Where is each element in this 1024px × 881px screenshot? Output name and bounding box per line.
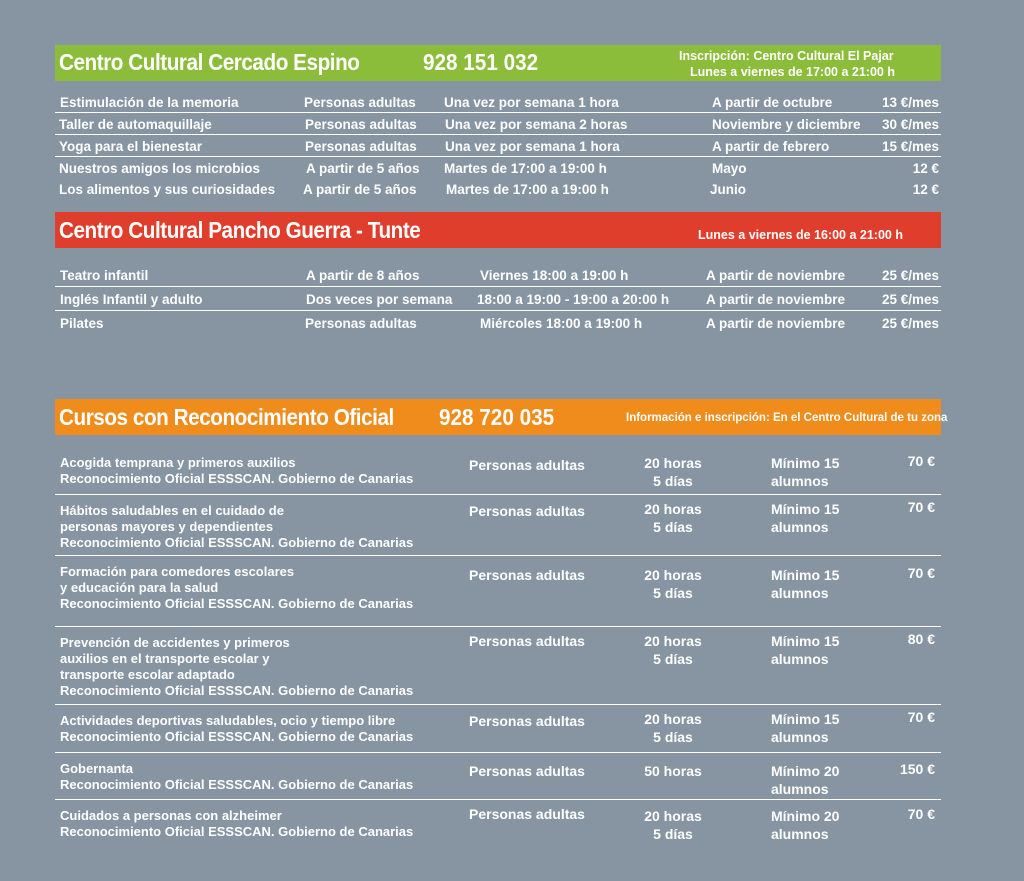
duration-hours: 20 horas xyxy=(644,711,702,727)
activity-name: Taller de automaquillaje xyxy=(59,117,212,132)
price: 12 € xyxy=(912,182,939,197)
start-date: A partir de noviembre xyxy=(706,268,846,283)
section-note-line-1: Inscripción: Centro Cultural El Pajar xyxy=(679,49,894,63)
duration-days: 5 días xyxy=(653,519,693,535)
course-name-line: Reconocimiento Oficial ESSSCAN. Gobierno de Canarias xyxy=(60,729,414,744)
audience: Personas adultas xyxy=(469,503,585,519)
course-row xyxy=(55,800,941,846)
audience: A partir de 8 años xyxy=(306,268,420,283)
audience: Personas adultas xyxy=(304,95,416,110)
course-name-line: Hábitos saludables en el cuidado de xyxy=(60,503,284,518)
minimum-students-unit: alumnos xyxy=(771,729,829,745)
price: 12 € xyxy=(912,161,939,176)
start-date: A partir de febrero xyxy=(712,139,830,154)
section-title: Centro Cultural Pancho Guerra - Tunte xyxy=(59,217,421,243)
minimum-students-unit: alumnos xyxy=(771,781,829,797)
start-date: A partir de noviembre xyxy=(706,292,846,307)
course-name-line: Reconocimiento Oficial ESSSCAN. Gobierno de Canarias xyxy=(60,683,414,698)
course-name-line: Cuidados a personas con alzheimer xyxy=(60,808,282,823)
section-note: Información e inscripción: En el Centro Cultural de tu zona xyxy=(626,412,948,424)
course-name-line: transporte escolar adaptado xyxy=(60,667,235,682)
activity-name: Inglés Infantil y adulto xyxy=(60,292,203,307)
duration-hours: 50 horas xyxy=(644,763,702,779)
activity-name: Nuestros amigos los microbios xyxy=(59,161,261,176)
activity-name: Teatro infantil xyxy=(60,268,149,283)
minimum-students-unit: alumnos xyxy=(771,651,829,667)
activity-name: Yoga para el bienestar xyxy=(59,139,203,154)
price: 70 € xyxy=(907,499,935,515)
schedule: Martes de 17:00 a 19:00 h xyxy=(444,161,607,176)
minimum-students-unit: alumnos xyxy=(771,826,829,842)
duration-days: 5 días xyxy=(653,826,693,842)
audience: Personas adultas xyxy=(469,806,585,822)
audience: Personas adultas xyxy=(469,633,585,649)
price: 25 €/mes xyxy=(881,268,939,283)
start-date: Junio xyxy=(710,182,746,197)
schedule: Miércoles 18:00 a 19:00 h xyxy=(480,316,643,331)
section-phone: 928 720 035 xyxy=(439,404,555,430)
duration-days: 5 días xyxy=(653,585,693,601)
start-date: Noviembre y diciembre xyxy=(712,117,861,132)
schedule: 18:00 a 19:00 - 19:00 a 20:00 h xyxy=(477,292,670,307)
audience: Personas adultas xyxy=(305,139,417,154)
activity-name: Pilates xyxy=(60,316,104,331)
duration-hours: 20 horas xyxy=(644,633,702,649)
section-phone: 928 151 032 xyxy=(423,49,539,75)
section-note: Lunes a viernes de 16:00 a 21:00 h xyxy=(698,228,903,242)
course-name-line: Gobernanta xyxy=(60,761,133,776)
price: 15 €/mes xyxy=(881,139,939,154)
start-date: A partir de octubre xyxy=(712,95,833,110)
minimum-students-unit: alumnos xyxy=(771,519,829,535)
schedule: Viernes 18:00 a 19:00 h xyxy=(480,268,629,283)
course-name-line: Reconocimiento Oficial ESSSCAN. Gobierno de Canarias xyxy=(60,535,414,550)
table-row xyxy=(55,113,941,135)
course-name-line: Formación para comedores escolares xyxy=(60,564,295,579)
minimum-students: Mínimo 15 xyxy=(771,567,840,583)
table-row xyxy=(55,288,941,311)
table-row xyxy=(55,312,941,335)
minimum-students: Mínimo 15 xyxy=(771,455,840,471)
minimum-students-unit: alumnos xyxy=(771,585,829,601)
price: 30 €/mes xyxy=(881,117,939,132)
start-date: Mayo xyxy=(712,161,747,176)
audience: Personas adultas xyxy=(305,316,417,331)
table-row xyxy=(55,91,941,113)
course-row xyxy=(55,705,941,753)
audience: Personas adultas xyxy=(469,713,585,729)
minimum-students-unit: alumnos xyxy=(771,473,829,489)
course-name-line: auxilios en el transporte escolar y xyxy=(60,651,270,666)
course-name-line: Acogida temprana y primeros auxilios xyxy=(60,455,296,470)
table-row xyxy=(55,264,941,287)
course-name-line: Reconocimiento Oficial ESSSCAN. Gobierno de Canarias xyxy=(60,471,414,486)
course-name-line: Actividades deportivas saludables, ocio y tiempo libre xyxy=(60,713,396,728)
minimum-students: Mínimo 20 xyxy=(771,763,840,779)
course-name-line: personas mayores y dependientes xyxy=(60,519,274,534)
duration-days: 5 días xyxy=(653,729,693,745)
course-row xyxy=(55,627,941,705)
price: 150 € xyxy=(899,761,935,777)
activity-name: Los alimentos y sus curiosidades xyxy=(59,182,276,197)
minimum-students: Mínimo 15 xyxy=(771,633,840,649)
price: 80 € xyxy=(907,631,935,647)
section-title: Centro Cultural Cercado Espino xyxy=(59,49,360,75)
minimum-students: Mínimo 20 xyxy=(771,808,840,824)
audience: A partir de 5 años xyxy=(303,182,417,197)
price: 13 €/mes xyxy=(881,95,939,110)
duration-hours: 20 horas xyxy=(644,567,702,583)
duration-hours: 20 horas xyxy=(644,808,702,824)
table-row xyxy=(55,157,941,179)
price: 25 €/mes xyxy=(881,316,939,331)
course-row xyxy=(55,556,941,627)
course-name-line: Reconocimiento Oficial ESSSCAN. Gobierno de Canarias xyxy=(60,824,414,839)
start-date: A partir de noviembre xyxy=(706,316,846,331)
schedule: Martes de 17:00 a 19:00 h xyxy=(446,182,609,197)
price: 25 €/mes xyxy=(881,292,939,307)
audience: Dos veces por semana xyxy=(306,292,453,307)
section-header-cursos-oficiales xyxy=(55,399,948,435)
price: 70 € xyxy=(907,565,935,581)
section-header-cercado-espino xyxy=(55,45,941,81)
audience: Personas adultas xyxy=(469,567,585,583)
audience: Personas adultas xyxy=(305,117,417,132)
schedule: Una vez por semana 2 horas xyxy=(445,117,628,132)
table-row xyxy=(55,135,941,157)
course-row xyxy=(55,753,941,800)
course-name-line: Reconocimiento Oficial ESSSCAN. Gobierno de Canarias xyxy=(60,596,414,611)
activity-name: Estimulación de la memoria xyxy=(60,95,239,110)
audience: Personas adultas xyxy=(469,457,585,473)
section-title: Cursos con Reconocimiento Oficial xyxy=(59,404,394,430)
course-name-line: Reconocimiento Oficial ESSSCAN. Gobierno de Canarias xyxy=(60,777,414,792)
schedule: Una vez por semana 1 hora xyxy=(444,95,619,110)
minimum-students: Mínimo 15 xyxy=(771,711,840,727)
duration-days: 5 días xyxy=(653,473,693,489)
course-name-line: Prevención de accidentes y primeros xyxy=(60,635,290,650)
section-header-pancho-guerra xyxy=(55,212,941,248)
section-note-line-2: Lunes a viernes de 17:00 a 21:00 h xyxy=(690,65,895,79)
duration-hours: 20 horas xyxy=(644,455,702,471)
audience: A partir de 5 años xyxy=(306,161,420,176)
course-name-line: y educación para la salud xyxy=(60,580,219,595)
course-row xyxy=(55,495,941,556)
price: 70 € xyxy=(907,453,935,469)
table-row xyxy=(55,178,941,200)
minimum-students: Mínimo 15 xyxy=(771,501,840,517)
duration-days: 5 días xyxy=(653,651,693,667)
duration-hours: 20 horas xyxy=(644,501,702,517)
audience: Personas adultas xyxy=(469,763,585,779)
course-row xyxy=(55,447,941,495)
price: 70 € xyxy=(907,806,935,822)
schedule: Una vez por semana 1 hora xyxy=(445,139,620,154)
price: 70 € xyxy=(907,709,935,725)
